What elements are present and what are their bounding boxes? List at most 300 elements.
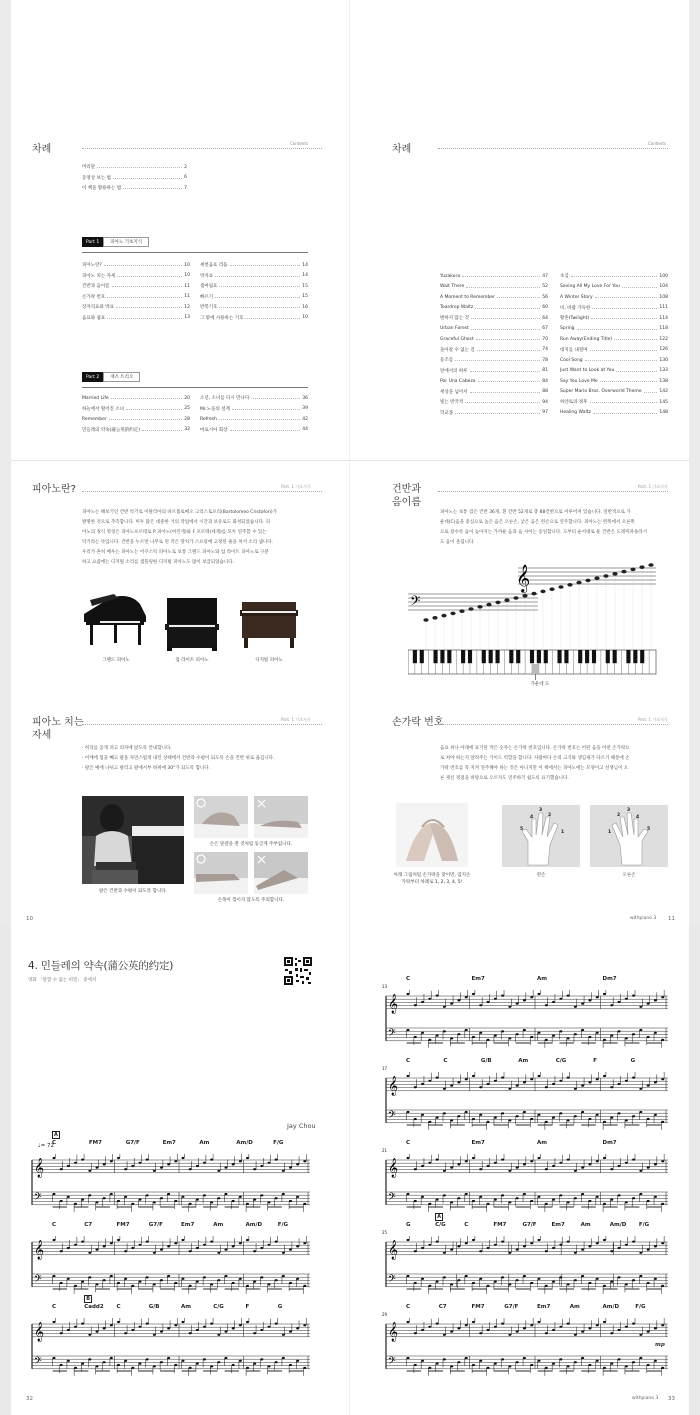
grand-staff: [382, 990, 668, 1052]
chord-symbol: FM7: [493, 1222, 507, 1228]
toc-entry-title: Cool Song: [560, 357, 583, 363]
svg-text:𝄢: 𝄢: [34, 1191, 42, 1205]
measure-number: 25: [382, 1230, 388, 1235]
toc-entry[interactable]: [440, 282, 548, 293]
contents-label: Contents: [290, 141, 308, 146]
paragraph-line: 가락 번호를 꼭 지켜 연주해야 하는 것은 아니지만 이 책에서는 피아노에는 모양이고 선생님이 오: [440, 766, 629, 771]
toc-entry[interactable]: [82, 281, 190, 292]
chord-symbol: G/B: [480, 1058, 492, 1064]
toc-entry[interactable]: [440, 324, 548, 335]
toc-entry-page: 36: [302, 395, 308, 401]
chord-symbol: Am: [537, 976, 547, 982]
song-title: 4. 민들레의 약속(蒲公英的约定): [28, 960, 174, 972]
part-2-col-2: [200, 393, 308, 435]
part-1-tag: [82, 237, 149, 247]
toc-entry-title: 하늘에서 떨어진 소녀: [82, 406, 124, 412]
toc-entry-page: 133: [659, 368, 668, 374]
paragraph-line: 도 음이 올립니다.: [440, 540, 475, 545]
composer: Jay Chou: [287, 1122, 316, 1130]
caption-left-hand: 왼손: [536, 873, 546, 878]
chord-symbol: FM7: [88, 1140, 102, 1146]
grand-staff: [382, 1236, 668, 1298]
toc-entry-page: 2: [184, 164, 187, 170]
page-number: 11: [668, 916, 675, 922]
toc-entry-page: 114: [659, 315, 668, 321]
toc-entry-title: 등조름: [440, 358, 454, 364]
toc-entry[interactable]: [560, 313, 668, 324]
toc-entry[interactable]: [560, 408, 668, 419]
caption-hand-shape: 손은 달걀을 쥔 것처럼 둥글게 주부립니다.: [209, 842, 293, 847]
toc-entry-page: 70: [542, 336, 548, 342]
toc-entry[interactable]: [200, 271, 308, 282]
toc-entry-page: 67: [542, 326, 548, 332]
toc-entry[interactable]: [560, 282, 668, 293]
paragraph-line: 운데(C)음을 중심으로 높은 음은 오른손, 낮은 음은 왼손으로 연주합니다. 피아노는 왼쪽에서 오른쪽: [440, 520, 635, 525]
toc-entry-title: Super Mario Bros. Overworld Theme: [560, 389, 642, 395]
toc-entry-title: 이 책을 활용하는 법: [82, 186, 122, 192]
posture-photo: [82, 796, 184, 884]
toc-entry-title: Wait There: [440, 284, 465, 290]
chord-symbol: Am: [181, 1304, 191, 1310]
toc-entry-title: Graceful Ghost: [440, 336, 474, 342]
chord-symbol: F: [593, 1058, 597, 1064]
toc-entry-page: 12: [184, 304, 190, 310]
toc-entry-title: Urban Forest: [440, 326, 469, 332]
measure-number: 21: [382, 1148, 388, 1153]
chord-symbol: FM7: [471, 1304, 485, 1310]
toc-entry-title: 동영상 보는 법: [82, 175, 111, 181]
toc-entry-page: 6: [184, 175, 187, 181]
toc-entry-page: 10: [184, 262, 190, 268]
caption-digital-piano: 디지털 피아노: [255, 658, 283, 663]
chord-symbol: F/G: [638, 1222, 650, 1228]
toc-entry[interactable]: [440, 345, 548, 356]
chord-symbol: Am/D: [236, 1140, 253, 1146]
toc-entry-page: 130: [659, 357, 668, 363]
toc-entry-page: 7: [184, 185, 187, 191]
paragraph-line: 아노의 정식 명칭은 피아노포르테로 P 피아노(여린게)와 F 포르테(세게)를 모두 연주할 수 있는: [82, 530, 267, 535]
toc-entry[interactable]: [560, 292, 668, 303]
section-tag: Part. 1 기초지식: [638, 717, 668, 722]
toc-entry-title: 달에서의 하루: [440, 368, 468, 374]
folio-label: withpiano 3: [632, 1396, 659, 1401]
finger-number: 3: [539, 808, 543, 813]
toc-entry-title: Teardrop Waltz: [440, 305, 474, 311]
toc-entry-title: Spring: [560, 326, 575, 332]
section-rule: [438, 724, 668, 725]
bullet-line: · 팔은 예에 나뉘고 팔리고 팔에서부 바위에 30°가 되도록 합니다.: [82, 766, 211, 771]
toc-entry[interactable]: [82, 173, 187, 184]
chord-symbol: C/G: [213, 1304, 224, 1310]
toc-entry-page: 56: [542, 294, 548, 300]
toc-entry-page: 44: [302, 427, 308, 433]
toc-entry-page: 13: [184, 315, 190, 321]
chord-symbol: Am/D: [609, 1222, 627, 1228]
paragraph-line: 피아노는 해보기인 건반 악기로 이탈리아의 바르톨로메오 크리스토포리(Bartolomeo Cristofori)가: [82, 510, 277, 515]
svg-text:𝄢: 𝄢: [34, 1355, 42, 1369]
finger-number: 5: [520, 827, 524, 832]
chord-symbol: G: [277, 1304, 283, 1310]
toc-entry[interactable]: [560, 355, 668, 366]
toc-entry-page: 94: [542, 399, 548, 405]
measure-number: 13: [382, 984, 388, 989]
toc-entry-title: 돌아갈 수 없는 길: [440, 347, 475, 353]
toc-entry[interactable]: [200, 404, 308, 415]
toc-entry-page: 100: [659, 273, 668, 279]
wrist-wrong-photo: [254, 852, 308, 894]
toc-entry[interactable]: [82, 271, 190, 282]
toc-entry[interactable]: [440, 408, 548, 419]
toc-entry[interactable]: [200, 260, 308, 271]
keys-paragraph: [440, 508, 668, 548]
bass-clef-icon: 𝄢: [410, 593, 421, 612]
toc-entry[interactable]: [82, 302, 190, 313]
caption-wrist: 손목이 꺾이지 않도록 주의합니다.: [217, 898, 285, 903]
chord-symbol: Dm7: [602, 976, 617, 982]
toc-title: 차례: [392, 144, 412, 155]
toc-entry[interactable]: [560, 324, 668, 335]
finger-number: 1: [608, 830, 612, 835]
toc-entry[interactable]: [440, 313, 548, 324]
chord-symbol: FM7: [116, 1222, 130, 1228]
section-title-piano: 피아노란?: [32, 484, 76, 495]
part-name: 피아노 기초지식: [103, 237, 149, 247]
toc-entry[interactable]: [560, 334, 668, 345]
toc-entry-page: 10: [302, 315, 308, 321]
svg-text:𝄞: 𝄞: [388, 1240, 399, 1260]
chord-symbol: Am: [213, 1222, 224, 1228]
toc-entry[interactable]: [200, 313, 308, 324]
toc-entry-title: 피아노란?: [82, 263, 102, 269]
toc-entry[interactable]: [560, 387, 668, 398]
part-number: Part 1: [82, 237, 103, 247]
toc-entry-page: 52: [542, 284, 548, 290]
toc-entry-title: 소년, 소녀를 다시 만나다: [200, 396, 250, 402]
toc-entry-title: Say You Love Me: [560, 378, 598, 384]
finger-paragraph: [440, 744, 668, 784]
posture-bullets: [82, 744, 322, 774]
paragraph-line: 우리가 흔히 배우는 피아노는 어쿠스틱 피아노로 보통 그랜드 피아노와 업 라이트 피아노로 구분: [82, 550, 269, 555]
toc-entry-title: Just Want to Look at You: [560, 368, 615, 374]
toc-entry-title: 그 밖에 사용하는 기호: [200, 315, 244, 321]
chord-symbol: G: [406, 1222, 411, 1228]
toc-entry-title: 학교종: [440, 410, 454, 416]
toc-entry-title: 비, 바람 가득한: [560, 305, 591, 311]
toc-entry-page: 104: [659, 284, 668, 290]
toc-entry-title: A Moment to Remember: [440, 294, 495, 300]
paragraph-line: 으로 갈수록 음이 높아지는 가까운 음과 음 사이는 동일합니다. 도부터 순서대로 둔 건반은 도레미파솔라시: [440, 530, 647, 535]
section-tag: Part. 1 기초지식: [638, 484, 668, 489]
caption-posture: 팔은 건반과 수평이 되도록 합니다.: [98, 889, 167, 894]
toc-entry-title: Saving All My Love For You: [560, 284, 620, 290]
page-number: 33: [668, 1396, 675, 1402]
chord-symbol: Am: [569, 1304, 580, 1310]
qr-code-icon[interactable]: [283, 956, 313, 986]
grand-staff: [382, 1154, 668, 1216]
toc-right-col-2: [560, 271, 668, 418]
caption-upright-piano: 업 라이트 피아노: [175, 658, 209, 663]
toc-entry-page: 138: [659, 378, 668, 384]
toc-entry[interactable]: [560, 376, 668, 387]
toc-entry-page: 11: [184, 283, 190, 289]
grand-staff: [28, 1318, 310, 1380]
chord-symbol: Am: [537, 1140, 547, 1146]
toc-entry[interactable]: [200, 281, 308, 292]
toc-entry-title: 건반과 음이름: [82, 284, 110, 290]
chord-symbol: Em7: [181, 1222, 195, 1228]
section-title-posture: [32, 716, 83, 742]
toc-entry-page: 118: [659, 326, 668, 332]
spread-gutter: [349, 925, 350, 1415]
song-subtitle: 영화 「말할 수 없는 비밀」 중에서: [28, 978, 97, 983]
page-number: 32: [26, 1396, 33, 1402]
toc-entry-page: 16: [302, 304, 308, 310]
bullet-line: · 허리를 곧게 펴고 의자에 앉도록 안내합니다.: [82, 746, 172, 751]
title-line: 건반과: [392, 484, 421, 495]
svg-text:𝄞: 𝄞: [388, 1076, 399, 1096]
contents-label: Contents: [648, 141, 666, 146]
toc-entry[interactable]: [82, 393, 190, 404]
svg-text:𝄢: 𝄢: [388, 1109, 396, 1123]
finger-number: 1: [561, 830, 565, 835]
grand-piano-image: [80, 592, 152, 652]
digital-piano-image: [238, 600, 300, 652]
toc-entry-page: 97: [542, 410, 548, 416]
folio-label: withpiano 3: [630, 916, 657, 921]
caption-right-hand: 오른손: [622, 873, 636, 878]
title-line: 피아노 치는: [32, 717, 84, 728]
chord-symbol: Am: [518, 1058, 529, 1064]
toc-entry[interactable]: [440, 397, 548, 408]
hands-together-photo: [396, 803, 468, 867]
grand-staff: [382, 1072, 668, 1134]
toc-entry[interactable]: [440, 355, 548, 366]
toc-entry[interactable]: [82, 313, 190, 324]
svg-text:𝄢: 𝄢: [388, 1355, 396, 1369]
rehearsal-mark: A: [54, 1132, 58, 1138]
toc-entry-page: 15: [302, 283, 308, 289]
chord-symbol: G7/F: [504, 1304, 519, 1310]
toc-entry[interactable]: [200, 302, 308, 313]
toc-entry-page: 88: [542, 389, 548, 395]
toc-entry-title: 변하지 않는 것: [440, 316, 469, 322]
svg-text:𝄞: 𝄞: [34, 1158, 45, 1178]
part-rule: [82, 387, 308, 388]
toc-entry-page: 64: [542, 315, 548, 321]
toc-entry-page: 47: [542, 273, 548, 279]
part-1-col-2: [200, 260, 308, 323]
toc-entry-page: 11: [184, 294, 190, 300]
toc-entry[interactable]: [440, 366, 548, 377]
toc-entry-title: 머리말: [82, 165, 96, 171]
paragraph-line: 악기라는 뜻입니다. 건반을 누르면 나무로 된 작은 망치가 스프링에 고정된 줄을 쳐서 소리 냅니다.: [82, 540, 273, 545]
chord-symbol: C7: [84, 1222, 93, 1228]
section-rule: [82, 724, 322, 725]
hand-wrong-photo: [254, 796, 308, 838]
paragraph-line: 피아노는 보통 검은 건반 36개, 흰 건반 52개로 총 88건반으로 이루어져 있습니다. 일반적으로 가: [440, 510, 631, 515]
part-number: Part 2: [82, 372, 103, 382]
grand-staff: [28, 1236, 310, 1298]
middle-c-label: 가운데 도: [530, 682, 550, 687]
toc-entry[interactable]: [440, 271, 548, 282]
chord-symbol: C: [52, 1222, 57, 1228]
toc-title-rule: [82, 148, 322, 149]
bullet-line: · 어깨에 힘을 빼고 팔을 자연스럽게 내린 상태에서 건반과 수평이 되도록 손을 건반 위로 옮깁니다.: [82, 756, 275, 761]
svg-text:𝄢: 𝄢: [388, 1273, 396, 1287]
toc-entry-title: 손가락 번호: [82, 294, 106, 300]
chord-symbol: C: [52, 1140, 57, 1146]
chord-symbol: G: [630, 1058, 636, 1064]
toc-entry[interactable]: [82, 162, 187, 173]
toc-entry[interactable]: [82, 404, 190, 415]
part-2-tag: [82, 372, 140, 382]
chord-symbol: Am/D: [602, 1304, 620, 1310]
chord-symbol: Dm7: [602, 1140, 617, 1146]
toc-entry-title: 마로시아 회상: [200, 427, 228, 433]
toc-entry-page: 74: [542, 347, 548, 353]
toc-intro-list: [82, 162, 187, 194]
chord-symbol: G/B: [148, 1304, 160, 1310]
toc-entry[interactable]: [82, 260, 190, 271]
chord-symbol: Am: [580, 1222, 591, 1228]
part-name: 재즈 트리오: [103, 372, 140, 382]
section-tag: Part. 1 기초지식: [281, 484, 311, 489]
chord-symbol: C: [406, 1058, 411, 1064]
paragraph-line: 른 제신 정점을 바탕으로 오르자도 연주하기 쉽도록 표기했습니다.: [440, 776, 569, 781]
toc-title: 차례: [32, 144, 52, 155]
svg-text:𝄞: 𝄞: [34, 1322, 45, 1342]
caption-grand-piano: 그랜드 피아노: [102, 658, 130, 663]
toc-entry-title: 황혼(Twilight): [560, 316, 590, 322]
finger-number: 2: [548, 813, 552, 818]
toc-entry-page: 28: [184, 416, 190, 422]
toc-entry[interactable]: [440, 376, 548, 387]
toc-entry[interactable]: [440, 387, 548, 398]
toc-entry[interactable]: [440, 292, 548, 303]
toc-entry-page: 142: [659, 389, 668, 395]
svg-text:𝄞: 𝄞: [388, 1158, 399, 1178]
chord-symbol: Em7: [471, 976, 485, 982]
toc-entry-title: Yuzakura: [440, 273, 461, 279]
part-2-col-1: [82, 393, 190, 435]
toc-entry-title: 셈여림표: [200, 284, 218, 290]
toc-entry-page: 42: [302, 416, 308, 422]
chord-symbol: C: [464, 1222, 469, 1228]
right-hand-diagram: [590, 805, 668, 867]
toc-entry[interactable]: [200, 292, 308, 303]
measure-number: 17: [382, 1066, 388, 1071]
toc-entry[interactable]: [82, 292, 190, 303]
toc-entry[interactable]: [560, 271, 668, 282]
toc-entry-title: 장자리표와 박표: [82, 305, 114, 311]
toc-entry-page: 148: [659, 410, 668, 416]
chord-symbol: C: [406, 1140, 411, 1146]
toc-entry-title: Run Away(Ending Title): [560, 336, 613, 342]
svg-text:𝄢: 𝄢: [388, 1027, 396, 1041]
toc-entry-title: Mr.노을의 설계: [200, 406, 230, 412]
toc-entry[interactable]: [82, 183, 187, 194]
toc-entry-page: 78: [542, 357, 548, 363]
toc-spread: [11, 0, 689, 925]
toc-entry[interactable]: [560, 366, 668, 377]
rehearsal-mark: B: [86, 1296, 91, 1302]
toc-entry-page: 145: [659, 399, 668, 405]
toc-entry[interactable]: [560, 345, 668, 356]
finger-number: 5: [647, 827, 651, 832]
toc-entry[interactable]: [560, 397, 668, 408]
chord-symbol: Cadd2: [84, 1304, 104, 1310]
finger-number: 4: [636, 815, 640, 820]
paragraph-line: 발명한 것으로 추측합니다. 미두 많은 대중한 거의 작업에서 시간과 보유로도 화성되었습니다. 피: [82, 520, 271, 525]
chord-symbol: F/G: [277, 1222, 289, 1228]
toc-entry-page: 39: [302, 406, 308, 412]
toc-entry-title: 음표와 쉼표: [82, 315, 106, 321]
grand-staff-diagram: [408, 560, 658, 690]
chord-symbol: Em7: [471, 1140, 485, 1146]
part-1-col-1: [82, 260, 190, 323]
toc-entry-title: 세상을 넘어서: [440, 389, 468, 395]
chord-symbol: C: [443, 1058, 448, 1064]
toc-entry-title: 하얀토의 정후: [560, 400, 588, 406]
chord-symbol: Em7: [537, 1304, 551, 1310]
toc-entry-title: Healing Waltz: [560, 410, 591, 416]
toc-entry-page: 111: [659, 305, 668, 311]
spread-gutter: [349, 0, 350, 925]
toc-entry-page: 122: [659, 336, 668, 342]
toc-entry[interactable]: [200, 393, 308, 404]
grand-staff: [28, 1154, 310, 1216]
toc-entry-title: 빠르기: [200, 294, 214, 300]
toc-entry[interactable]: [82, 414, 190, 425]
toc-entry[interactable]: [200, 425, 308, 436]
toc-entry[interactable]: [440, 303, 548, 314]
toc-entry[interactable]: [200, 414, 308, 425]
chord-symbol: Em7: [162, 1140, 176, 1146]
toc-entry-title: 빛는 반국적: [440, 400, 464, 406]
page-number: 10: [26, 916, 33, 922]
toc-entry[interactable]: [82, 425, 190, 436]
toc-entry-page: 14: [302, 262, 308, 268]
left-hand-diagram: [502, 805, 580, 867]
chord-symbol: Em7: [551, 1222, 565, 1228]
measure-number: 29: [382, 1312, 388, 1317]
toc-entry-title: 초심: [560, 274, 569, 280]
toc-entry-page: 20: [184, 395, 190, 401]
toc-entry-page: 15: [302, 294, 308, 300]
toc-entry-page: 84: [542, 378, 548, 384]
toc-entry-page: 32: [184, 427, 190, 433]
svg-text:𝄞: 𝄞: [388, 994, 399, 1014]
toc-entry-page: 60: [542, 305, 548, 311]
caption-finger-hint: 아래 그림처럼 손가락을 맞이면, 엄지손가락부터 차례로 1, 2, 3, 4, 5!: [393, 873, 471, 885]
piano-paragraph: [82, 508, 322, 568]
toc-entry-title: 반복기호: [200, 305, 218, 311]
paragraph-line: 로 쳐야 하는지 알려주는 가이드 역할을 합니다. 사람마다 손의 크기와 생김새가 다르기 때문에 손: [440, 756, 630, 761]
toc-entry[interactable]: [440, 334, 548, 345]
finger-number: 4: [530, 815, 534, 820]
toc-entry-page: 14: [302, 273, 308, 279]
part-rule: [82, 252, 308, 253]
chord-symbol: Am/D: [245, 1222, 263, 1228]
paragraph-line: 음표 위나 아래에 표기된 작은 숫자는 손가락 번호입니다. 손가락 번호는 어떤 음을 어떤 손가락으: [440, 746, 630, 751]
title-line: 자세: [32, 730, 52, 741]
toc-entry-title: 대지를 내걸며: [560, 347, 588, 353]
chord-symbol: C/G: [555, 1058, 567, 1064]
dynamic-marking: mp: [655, 1342, 665, 1348]
finger-number: 3: [627, 808, 631, 813]
toc-entry-title: Refresh: [200, 416, 217, 422]
toc-entry[interactable]: [560, 303, 668, 314]
